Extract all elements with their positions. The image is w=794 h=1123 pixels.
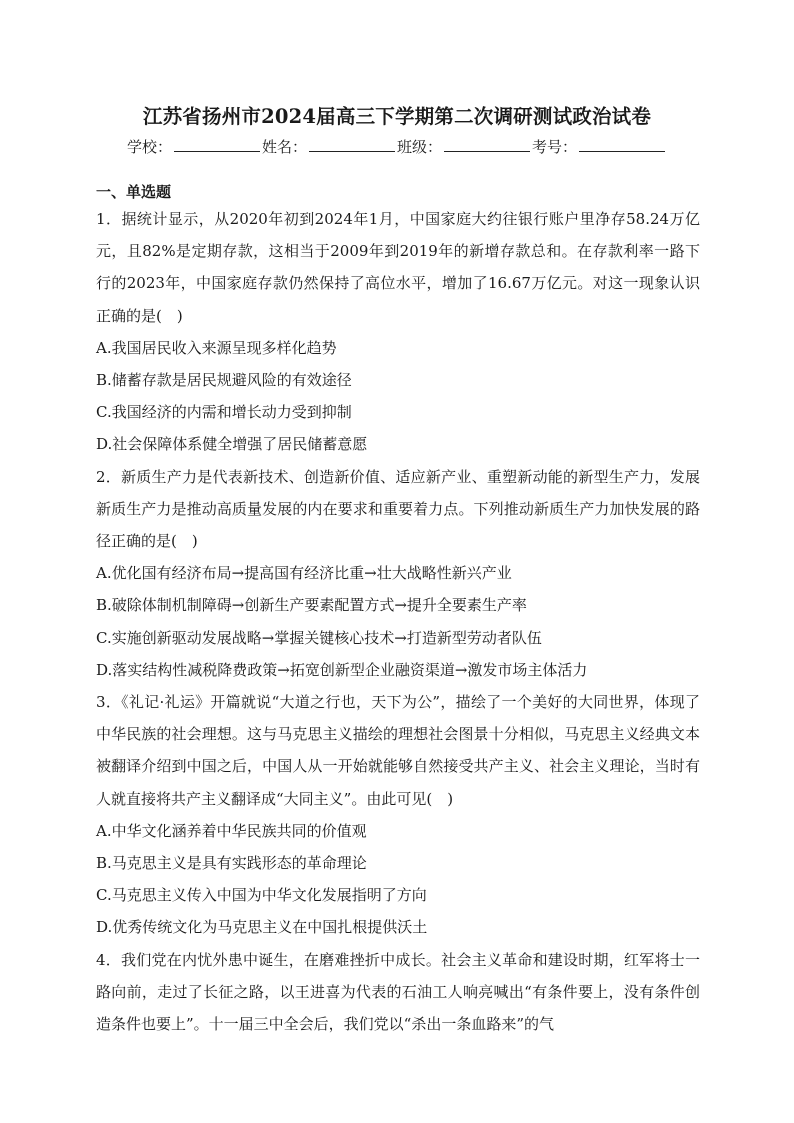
option-c: C.我国经济的内需和增长动力受到抑制 (96, 403, 352, 422)
question-4 (96, 944, 700, 1041)
number-field[interactable] (579, 137, 665, 152)
option-a: A.优化国有经济布局→提高国有经济比重→壮大战略性新兴产业 (96, 564, 512, 583)
school-label: 学校： (126, 138, 172, 156)
page-title: 江苏省扬州市2024届高三下学期第二次调研测试政治试卷 (142, 105, 652, 128)
number-label: 考号： (532, 138, 578, 156)
question-2 (96, 461, 700, 686)
option-b: B.马克思主义是具有实践形态的革命理论 (96, 854, 367, 873)
option-c: C.实施创新驱动发展战略→掌握关键核心技术→打造新型劳动者队伍 (96, 628, 542, 647)
question-stem: 2．新质生产力是代表新技术、创造新价值、适应新产业、重塑新动能的新型生产力，发展新质生产力是推动高质量发展的内在要求和重要着力点。下列推动新质生产力加快发展的路径正确的是( ) (96, 467, 700, 551)
class-label: 班级： (397, 138, 443, 156)
question-list (96, 203, 700, 1040)
question-stem: 3．《礼记·礼运》开篇就说“大道之行也，天下为公”，描绘了一个美好的大同世界，体现了中华民族的社会理想。这与马克思主义描绘的理想社会图景十分相似，马克思主义经典文本被翻译介绍到中国之后，中国人从一开始就能够自然接受共产主义、社会主义理论，当时有人就直接将共产主义翻译成“大同主义”。由此可见( ) (96, 693, 700, 808)
option-b: B.储蓄存款是居民规避风险的有效途径 (96, 371, 352, 390)
option-b: B.破除体制机制障碍→创新生产要素配置方式→提升全要素生产率 (96, 596, 527, 615)
option-d: D.社会保障体系健全增强了居民储蓄意愿 (96, 435, 368, 454)
question-3 (96, 686, 700, 944)
question-stem: 4．我们党在内忧外患中诞生，在磨难挫折中成长。社会主义革命和建设时期，红军将士一路向前，走过了长征之路，以王进喜为代表的石油工人响亮喊出“有条件要上，没有条件创造条件也要上”。十一届三中全会后，我们党以“杀出一条血路来”的气 (96, 950, 700, 1034)
class-field[interactable] (444, 137, 530, 152)
school-field[interactable] (174, 137, 260, 152)
name-field[interactable] (309, 137, 395, 152)
question-stem: 1．据统计显示，从2020年初到2024年1月，中国家庭大约往银行账户里净存58.24万亿元，且82%是定期存款，这相当于2009年到2019年的新增存款总和。在存款利率一路下行的2023年，中国家庭存款仍然保持了高位水平，增加了16.67万亿元。对这一现象认识正确的是( ) (96, 210, 700, 325)
question-1 (96, 203, 700, 461)
option-c: C.马克思主义传入中国为中华文化发展指明了方向 (96, 886, 427, 905)
option-d: D.优秀传统文化为马克思主义在中国扎根提供沃土 (96, 918, 428, 937)
student-info-line (0, 136, 794, 157)
option-a: A.我国居民收入来源呈现多样化趋势 (96, 338, 337, 357)
name-label: 姓名： (261, 138, 307, 156)
section-heading: 一、单选题 (96, 183, 172, 201)
option-a: A.中华文化涵养着中华民族共同的价值观 (96, 821, 367, 840)
option-d: D.落实结构性减税降费政策→拓宽创新型企业融资渠道→激发市场主体活力 (96, 660, 588, 679)
